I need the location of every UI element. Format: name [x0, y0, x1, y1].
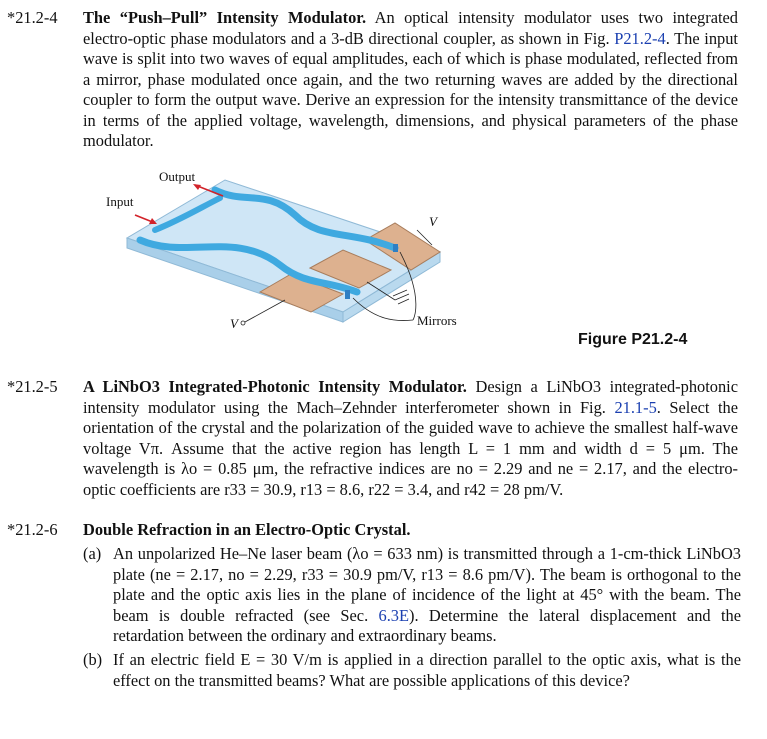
figure-link[interactable]: 21.1-5: [614, 397, 657, 417]
part-text: An unpolarized He–Ne laser beam (λo = 633 nm) is transmitted through a 1-cm-thick LiNbO3 plate (ne = 2.17, no = 2.29, r33 = 30.9 pm/V, r13 = 8.6 pm/V). The beam is orthogonal to the plate and the optic axis lies in the plane of incidence of the light at 45° with the beam. The beam is double refracted (see Sec.: [113, 544, 741, 625]
figure-link[interactable]: P21.2-4: [614, 28, 666, 48]
figure-caption: Figure P21.2-4: [578, 331, 688, 348]
mirror-upper: [393, 244, 398, 252]
ground-bar: [395, 294, 409, 300]
part-label: (a): [83, 544, 102, 563]
problem-21-2-6: [83, 520, 738, 541]
problem-text: An optical intensity modulator uses two integrated electro-optic phase modulators and a 3-dB directional coupler, as shown in Fig.: [83, 8, 738, 48]
part-text: If an electric field E = 30 V/m is applied in a direction parallel to the optic axis, what is the effect on the transmitted beams? What are possible applications of this device?: [113, 650, 741, 690]
voltage-label-left: V: [230, 316, 238, 331]
problem-number: *21.2-6: [7, 520, 58, 539]
ground-bar: [398, 299, 409, 304]
mirrors-label: Mirrors: [417, 313, 457, 328]
wire-left: [245, 300, 285, 322]
problem-part-b: [83, 650, 741, 691]
push-pull-modulator-figure: [95, 160, 475, 335]
problem-title: Double Refraction in an Electro-Optic Crystal.: [83, 520, 411, 539]
problem-text: Design a LiNbO3 integrated-photonic intensity modulator using the Mach–Zehnder interferometer shown in Fig.: [83, 377, 738, 417]
terminal-left: [241, 321, 245, 325]
voltage-label-top: V: [429, 214, 437, 229]
problem-number: *21.2-4: [7, 8, 58, 27]
ground-bar: [393, 290, 407, 296]
problem-title: The “Push–Pull” Intensity Modulator.: [83, 8, 367, 27]
problem-title: A LiNbO3 Integrated-Photonic Intensity Modulator.: [83, 377, 467, 396]
section-link[interactable]: 6.3E: [378, 605, 410, 625]
problem-number: *21.2-5: [7, 377, 58, 396]
problem-21-2-5: [83, 377, 738, 500]
part-label: (b): [83, 650, 103, 669]
problem-21-2-4: [83, 8, 738, 152]
input-label: Input: [106, 194, 134, 209]
part-text: ). Determine the lateral displacement and the retardation between the ordinary and extraordinary beams.: [113, 605, 741, 645]
problem-part-a: [83, 544, 741, 647]
problem-text: . The input wave is split into two waves of equal amplitudes, each of which is phase modulated, reflected from a mirror, phase modulated once again, and the two returning waves are added by the directional coupler to form the output wave. Derive an expression for the intensity transmittance of the device in terms of the applied voltage, wavelength, dimensions, and physical parameters of the phase modulator.: [83, 28, 738, 150]
output-label: Output: [159, 169, 196, 184]
problem-text: . Select the orientation of the crystal and the polarization of the guided wave to achieve the smallest half-wave voltage Vπ. Assume that the active region has length L = 1 mm and width d = 5 μm. The wavelength is λo = 0.85 μm, the refractive indices are no = 2.29 and ne = 2.17, and the electro-optic coefficients are r33 = 30.9, r13 = 8.6, r22 = 3.4, and r42 = 28 pm/V.: [83, 397, 738, 499]
mirror-lower: [345, 290, 350, 299]
